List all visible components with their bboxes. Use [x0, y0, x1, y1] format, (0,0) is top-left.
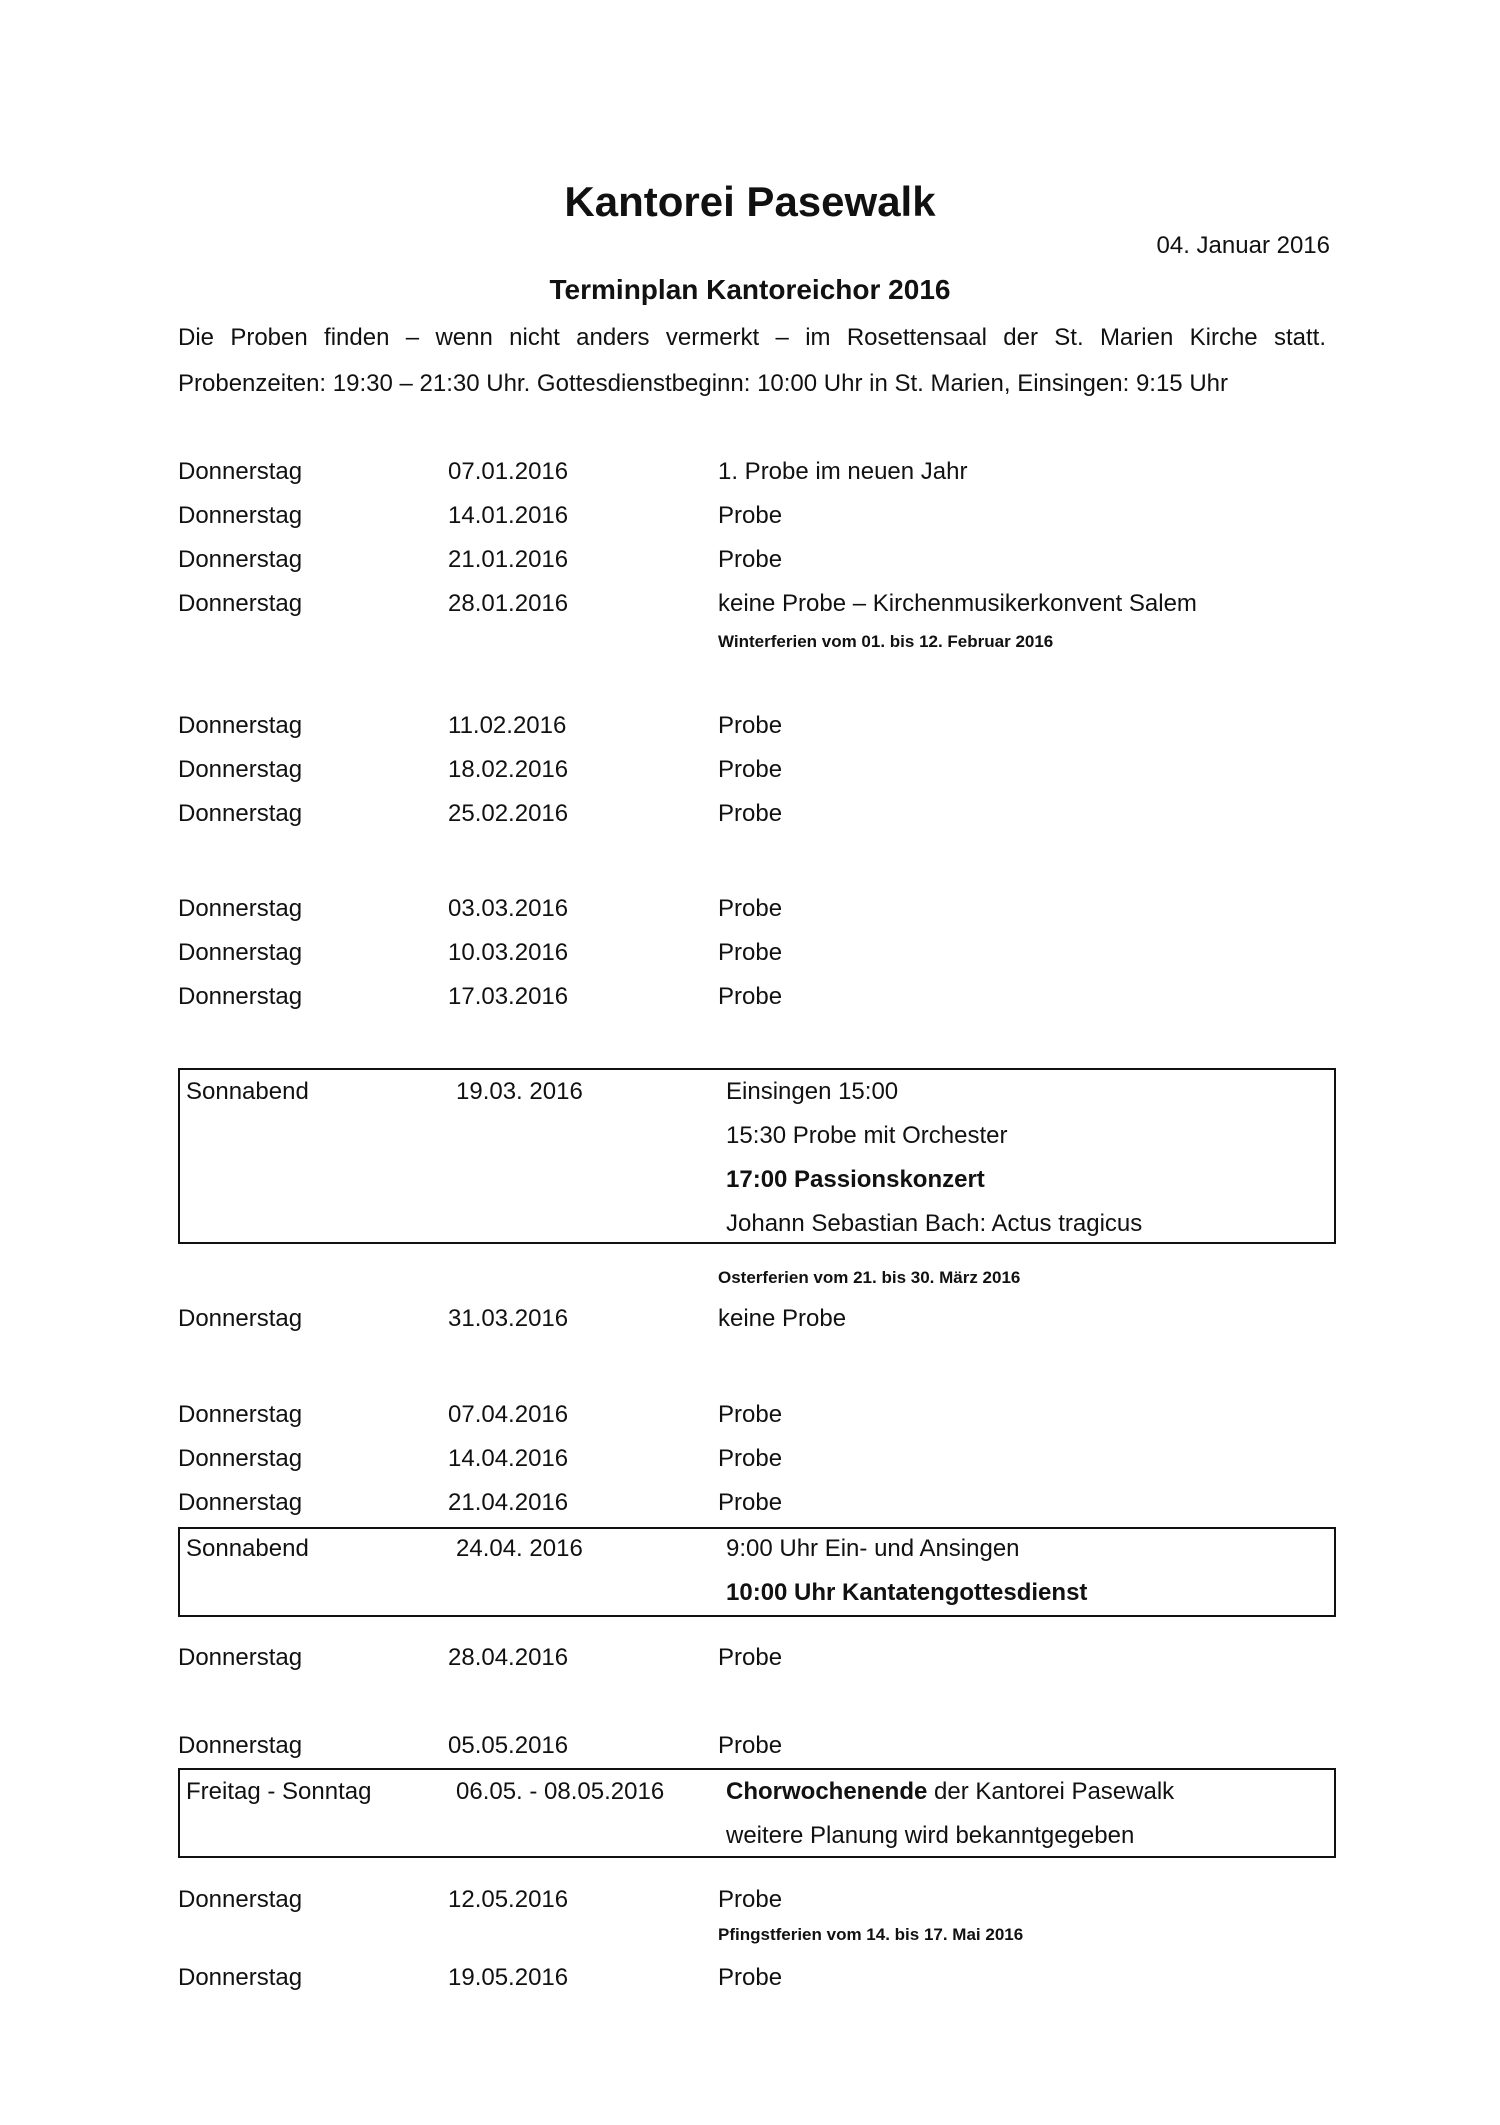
row-day: Donnerstag — [178, 712, 303, 739]
row-date: 21.04.2016 — [448, 1489, 569, 1516]
row-day: Donnerstag — [178, 1886, 303, 1913]
row-date: 18.02.2016 — [448, 756, 569, 783]
row-event: keine Probe — [718, 1305, 847, 1332]
row-date: 11.02.2016 — [448, 712, 567, 739]
row-day: Donnerstag — [178, 983, 303, 1010]
row-date: 07.01.2016 — [448, 458, 569, 485]
box-line-rest: der Kantorei Pasewalk — [927, 1778, 1175, 1805]
row-date: 28.04.2016 — [448, 1644, 569, 1671]
row-date: 12.05.2016 — [448, 1886, 569, 1913]
intro-line-2: Probenzeiten: 19:30 – 21:30 Uhr. Gottesdienstbeginn: 10:00 Uhr in St. Marien, Einsingen: 9:15 Uhr — [178, 370, 1228, 397]
box-line: Johann Sebastian Bach: Actus tragicus — [726, 1210, 1143, 1237]
schedule-row — [178, 1956, 1338, 2000]
box-day: Sonnabend — [186, 1078, 309, 1105]
box-line-highlight: 17:00 Passionskonzert — [726, 1166, 985, 1193]
row-event: Probe — [718, 983, 783, 1010]
schedule-row — [178, 1724, 1338, 1768]
row-day: Donnerstag — [178, 1964, 303, 1991]
row-day: Donnerstag — [178, 458, 303, 485]
event-box-passionskonzert — [178, 1068, 1336, 1244]
box-date: 24.04. 2016 — [456, 1535, 583, 1562]
holiday-note: Osterferien vom 21. bis 30. März 2016 — [718, 1268, 1021, 1287]
row-date: 07.04.2016 — [448, 1401, 569, 1428]
row-event: Probe — [718, 895, 783, 922]
row-day: Donnerstag — [178, 1305, 303, 1332]
intro-line-1: Die Proben finden – wenn nicht anders vermerkt – im Rosettensaal der St. Marien Kirche statt. — [178, 324, 1326, 351]
row-day: Donnerstag — [178, 1401, 303, 1428]
row-date: 05.05.2016 — [448, 1732, 569, 1759]
box-line: 15:30 Probe mit Orchester — [726, 1122, 1008, 1149]
schedule-row — [178, 1636, 1338, 1680]
row-day: Donnerstag — [178, 895, 303, 922]
row-event: keine Probe – Kirchenmusikerkonvent Salem — [718, 590, 1197, 617]
schedule-row — [178, 494, 1338, 538]
box-date: 19.03. 2016 — [456, 1078, 583, 1105]
row-day: Donnerstag — [178, 800, 303, 827]
row-event: Probe — [718, 502, 783, 529]
schedule-row — [178, 1878, 1338, 1922]
row-event: Probe — [718, 1644, 783, 1671]
document-subtitle: Terminplan Kantoreichor 2016 — [549, 274, 951, 305]
box-line: weitere Planung wird bekanntgegeben — [726, 1822, 1135, 1849]
row-event: Probe — [718, 1445, 783, 1472]
schedule-row — [178, 582, 1338, 626]
schedule-row — [178, 887, 1338, 931]
row-day: Donnerstag — [178, 1489, 303, 1516]
row-date: 03.03.2016 — [448, 895, 569, 922]
row-date: 31.03.2016 — [448, 1305, 569, 1332]
schedule-row — [178, 538, 1338, 582]
row-date: 14.04.2016 — [448, 1445, 569, 1472]
row-date: 28.01.2016 — [448, 590, 569, 617]
row-day: Donnerstag — [178, 590, 303, 617]
row-date: 25.02.2016 — [448, 800, 569, 827]
schedule-row — [178, 975, 1338, 1019]
schedule-row — [178, 1437, 1338, 1481]
row-event: Probe — [718, 756, 783, 783]
row-event: Probe — [718, 939, 783, 966]
schedule-row — [178, 704, 1338, 748]
schedule-row — [178, 1297, 1338, 1341]
row-day: Donnerstag — [178, 939, 303, 966]
row-event: Probe — [718, 1886, 783, 1913]
row-date: 17.03.2016 — [448, 983, 569, 1010]
document-title: Kantorei Pasewalk — [564, 178, 936, 225]
row-date: 21.01.2016 — [448, 546, 569, 573]
row-day: Donnerstag — [178, 1644, 303, 1671]
document-date: 04. Januar 2016 — [1156, 232, 1330, 259]
box-date: 06.05. - 08.05.2016 — [456, 1778, 665, 1805]
schedule-row — [178, 1393, 1338, 1437]
row-day: Donnerstag — [178, 1732, 303, 1759]
box-day: Sonnabend — [186, 1535, 309, 1562]
box-line: Einsingen 15:00 — [726, 1078, 899, 1105]
row-event: Probe — [718, 1401, 783, 1428]
row-date: 10.03.2016 — [448, 939, 569, 966]
row-event: Probe — [718, 800, 783, 827]
row-event: Probe — [718, 546, 783, 573]
holiday-note: Winterferien vom 01. bis 12. Februar 2016 — [718, 632, 1054, 651]
row-day: Donnerstag — [178, 756, 303, 783]
row-event: Probe — [718, 1732, 783, 1759]
event-box-kantatengottesdienst — [178, 1527, 1336, 1617]
row-event: Probe — [718, 712, 783, 739]
row-event: 1. Probe im neuen Jahr — [718, 458, 968, 485]
event-box-chorwochenende — [178, 1768, 1336, 1858]
schedule-row — [178, 931, 1338, 975]
row-day: Donnerstag — [178, 1445, 303, 1472]
row-event: Probe — [718, 1489, 783, 1516]
row-event: Probe — [718, 1964, 783, 1991]
box-line-highlight: Chorwochenende — [726, 1778, 928, 1805]
box-line: 9:00 Uhr Ein- und Ansingen — [726, 1535, 1020, 1562]
box-day: Freitag - Sonntag — [186, 1778, 372, 1805]
row-day: Donnerstag — [178, 546, 303, 573]
box-line — [726, 1778, 1174, 1806]
holiday-note: Pfingstferien vom 14. bis 17. Mai 2016 — [718, 1925, 1024, 1944]
row-date: 19.05.2016 — [448, 1964, 569, 1991]
row-date: 14.01.2016 — [448, 502, 569, 529]
schedule-row — [178, 1481, 1338, 1525]
schedule-row — [178, 792, 1338, 836]
row-day: Donnerstag — [178, 502, 303, 529]
box-line-highlight: 10:00 Uhr Kantatengottesdienst — [726, 1579, 1088, 1606]
schedule-row — [178, 450, 1338, 494]
schedule-row — [178, 748, 1338, 792]
